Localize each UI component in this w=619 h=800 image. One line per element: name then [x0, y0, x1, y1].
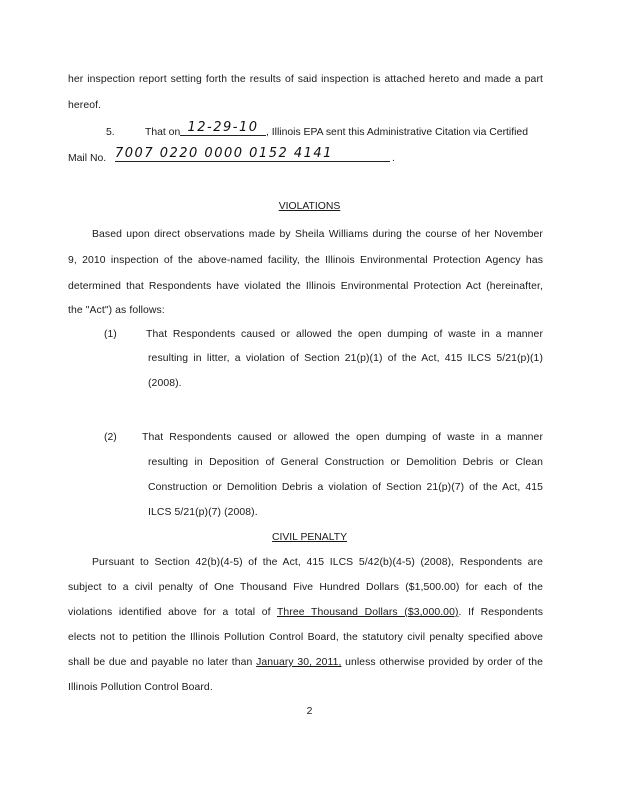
item-5-text-before-date: That on [145, 127, 181, 138]
violation-1-line-1: That Respondents caused or allowed the open dumping of waste in a manner [146, 329, 543, 340]
civil-penalty-heading: CIVIL PENALTY [271, 532, 348, 543]
penalty-total-amount: Three Thousand Dollars ($3,000.00) [276, 607, 459, 618]
penalty-line-3-after: . If Respondents [458, 607, 543, 618]
violations-intro-line-3: determined that Respondents have violated the Illinois Environmental Protection Act (hereinafter, [68, 281, 543, 292]
penalty-line-5-after: unless otherwise provided by order of the [341, 657, 543, 668]
penalty-line-6: Illinois Pollution Control Board. [68, 682, 213, 693]
violation-2-line-2: resulting in Deposition of General Construction or Demolition Debris or Clean [148, 457, 543, 468]
violation-1-number: (1) [104, 329, 117, 340]
mail-end: . [392, 153, 395, 164]
penalty-line-5 [68, 657, 543, 668]
violation-2-line-4: ILCS 5/21(p)(7) (2008). [148, 507, 258, 518]
violation-2-line-1: That Respondents caused or allowed the open dumping of waste in a manner [142, 432, 543, 443]
violation-2-number: (2) [104, 432, 117, 443]
penalty-line-5-before: shall be due and payable no later than [68, 657, 253, 668]
penalty-line-3-before: violations identified above for a total of [68, 607, 271, 618]
penalty-line-4: elects not to petition the Illinois Pollution Control Board, the statutory civil penalty specified above [68, 632, 543, 643]
handwritten-mail-number: 7007 0220 0000 0152 4141 [115, 146, 390, 162]
penalty-line-2: subject to a civil penalty of One Thousand Five Hundred Dollars ($1,500.00) for each of the [68, 582, 543, 593]
violations-intro-line-1: Based upon direct observations made by Sheila Williams during the course of her November [92, 229, 543, 240]
item-5-number: 5. [106, 127, 115, 138]
violations-heading: VIOLATIONS [278, 201, 341, 212]
penalty-line-1: Pursuant to Section 42(b)(4-5) of the Act, 415 ILCS 5/42(b)(4-5) (2008), Respondents are [92, 557, 543, 568]
item-5-text-after-date: , Illinois EPA sent this Administrative Citation via Certified [266, 127, 528, 138]
page-number: 2 [306, 706, 313, 717]
violation-1-line-2: resulting in litter, a violation of Section 21(p)(1) of the Act, 415 ILCS 5/21(p)(1) [148, 353, 543, 364]
violation-2-line-3: Construction or Demolition Debris a violation of Section 21(p)(7) of the Act, 415 [148, 482, 543, 493]
intro-line-2: hereof. [68, 100, 102, 111]
payment-due-date: January 30, 2011, [256, 657, 342, 668]
mail-label: Mail No. [68, 153, 107, 164]
violations-intro-line-4: the "Act") as follows: [68, 305, 165, 316]
violation-1-line-3: (2008). [148, 378, 182, 389]
violations-intro-line-2: 9, 2010 inspection of the above-named facility, the Illinois Environmental Protection Agency has [68, 255, 543, 266]
handwritten-date: 12-29-10 [180, 120, 266, 136]
penalty-line-3 [68, 607, 543, 618]
intro-line-1: her inspection report setting forth the results of said inspection is attached hereto and made a part [68, 74, 543, 85]
